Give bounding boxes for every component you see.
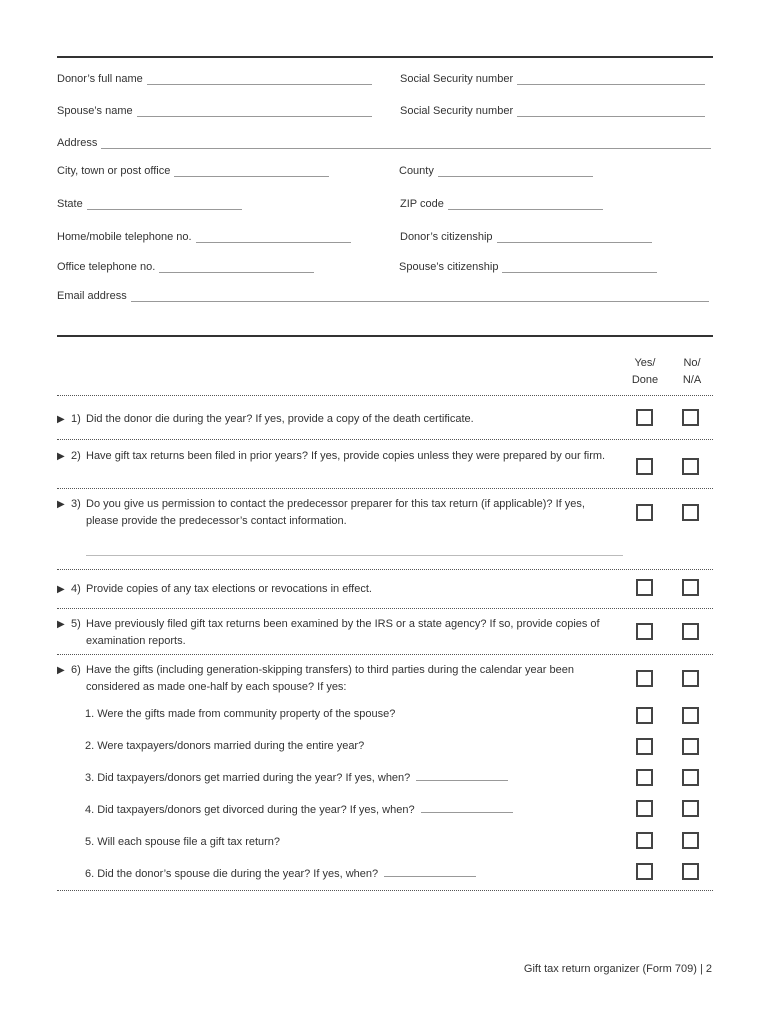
sub6-no-checkbox[interactable] [682, 863, 699, 880]
email-line[interactable] [131, 291, 709, 302]
dotted-divider [57, 608, 713, 609]
dotted-divider [57, 439, 713, 440]
sub5-yes-checkbox[interactable] [636, 832, 653, 849]
q5-yes-checkbox[interactable] [636, 623, 653, 640]
subquestion-5 [85, 834, 280, 851]
city-label: City, town or post office [57, 165, 171, 177]
q2-no-checkbox[interactable] [682, 458, 699, 475]
office-phone-field[interactable] [57, 261, 314, 273]
arrow-right-icon: ▶ [57, 451, 65, 462]
spouse-citizenship-field[interactable] [399, 261, 657, 273]
question-number: 2) [71, 450, 81, 462]
spouse-ssn-field[interactable] [400, 105, 705, 117]
question-text: Do you give us permission to contact the predecessor preparer for this tax return (if applicable)? If yes, please provide the predecessor’s contact information. [86, 498, 585, 527]
sub2-no-checkbox[interactable] [682, 738, 699, 755]
sub5-no-checkbox[interactable] [682, 832, 699, 849]
arrow-right-icon: ▶ [57, 414, 65, 425]
no-header-line2: N/A [682, 374, 702, 386]
donor-name-line[interactable] [147, 74, 372, 85]
question-text: Provide copies of any tax elections or revocations in effect. [86, 583, 372, 595]
question-number: 3) [71, 498, 81, 510]
home-phone-label: Home/mobile telephone no. [57, 231, 192, 243]
subquestion-text: 3. Did taxpayers/donors get married during the year? If yes, when? [85, 772, 411, 784]
arrow-right-icon: ▶ [57, 665, 65, 676]
subquestion-6 [85, 866, 476, 883]
q2-yes-checkbox[interactable] [636, 458, 653, 475]
dotted-divider [57, 654, 713, 655]
city-line[interactable] [174, 166, 329, 177]
predecessor-contact-input[interactable] [86, 555, 623, 556]
spouse-citizenship-line[interactable] [502, 262, 657, 273]
zip-field[interactable] [400, 198, 603, 210]
yes-header-line1: Yes/ [634, 357, 656, 369]
email-label: Email address [57, 290, 127, 302]
yes-header-line2: Done [631, 374, 659, 386]
divorced-date-input[interactable] [421, 802, 513, 813]
state-label: State [57, 198, 83, 210]
home-phone-field[interactable] [57, 231, 351, 243]
home-phone-line[interactable] [196, 232, 351, 243]
city-field[interactable] [57, 165, 329, 177]
question-text: Have gift tax returns been filed in prior years? If yes, provide copies unless they were prepared by our firm. [86, 450, 606, 462]
question-text: Did the donor die during the year? If yes, provide a copy of the death certificate. [86, 413, 474, 425]
subquestion-4 [85, 802, 513, 819]
zip-label: ZIP code [400, 198, 444, 210]
subquestion-text: 6. Did the donor’s spouse die during the year? If yes, when? [85, 868, 379, 880]
section-rule [57, 335, 713, 337]
subquestion-text: 2. Were taxpayers/donors married during the entire year? [85, 740, 365, 752]
yes-done-header [625, 355, 665, 389]
donor-ssn-label: Social Security number [400, 73, 514, 85]
spouse-ssn-line[interactable] [517, 106, 705, 117]
question-number: 4) [71, 583, 81, 595]
q1-yes-checkbox[interactable] [636, 409, 653, 426]
no-na-header [672, 355, 712, 389]
county-field[interactable] [399, 165, 593, 177]
donor-ssn-field[interactable] [400, 73, 705, 85]
question-number: 6) [71, 664, 81, 676]
subquestion-text: 5. Will each spouse file a gift tax return? [85, 836, 281, 848]
q4-no-checkbox[interactable] [682, 579, 699, 596]
dotted-divider [57, 890, 713, 891]
q4-yes-checkbox[interactable] [636, 579, 653, 596]
address-field[interactable] [57, 137, 711, 149]
county-label: County [399, 165, 434, 177]
q3-yes-checkbox[interactable] [636, 504, 653, 521]
sub3-yes-checkbox[interactable] [636, 769, 653, 786]
married-date-input[interactable] [416, 770, 508, 781]
question-number: 1) [71, 413, 81, 425]
question-number: 5) [71, 618, 81, 630]
subquestion-text: 1. Were the gifts made from community property of the spouse? [85, 708, 396, 720]
county-line[interactable] [438, 166, 593, 177]
sub3-no-checkbox[interactable] [682, 769, 699, 786]
page-footer: Gift tax return organizer (Form 709) | 2 [523, 963, 712, 975]
sub6-yes-checkbox[interactable] [636, 863, 653, 880]
q5-no-checkbox[interactable] [682, 623, 699, 640]
subquestion-3 [85, 770, 508, 787]
donor-citizenship-field[interactable] [400, 231, 652, 243]
state-line[interactable] [87, 199, 242, 210]
state-field[interactable] [57, 198, 242, 210]
q1-no-checkbox[interactable] [682, 409, 699, 426]
sub4-yes-checkbox[interactable] [636, 800, 653, 817]
subquestion-text: 4. Did taxpayers/donors get divorced during the year? If yes, when? [85, 804, 415, 816]
arrow-right-icon: ▶ [57, 584, 65, 595]
arrow-right-icon: ▶ [57, 619, 65, 630]
office-phone-line[interactable] [159, 262, 314, 273]
spouse-name-line[interactable] [137, 106, 372, 117]
sub1-yes-checkbox[interactable] [636, 707, 653, 724]
spouse-citizenship-label: Spouse’s citizenship [399, 261, 499, 273]
arrow-right-icon: ▶ [57, 499, 65, 510]
spouse-name-field[interactable] [57, 105, 372, 117]
address-label: Address [57, 137, 98, 149]
donor-ssn-line[interactable] [517, 74, 705, 85]
dotted-divider [57, 488, 713, 489]
donor-citizenship-line[interactable] [497, 232, 652, 243]
donor-name-field[interactable] [57, 73, 372, 85]
question-text: Have previously filed gift tax returns been examined by the IRS or a state agency? If so, provide copies of examination reports. [86, 618, 600, 647]
sub1-no-checkbox[interactable] [682, 707, 699, 724]
spouse-name-label: Spouse’s name [57, 105, 133, 117]
sub4-no-checkbox[interactable] [682, 800, 699, 817]
office-phone-label: Office telephone no. [57, 261, 156, 273]
zip-line[interactable] [448, 199, 603, 210]
spouse-ssn-label: Social Security number [400, 105, 514, 117]
dotted-divider [57, 395, 713, 396]
sub2-yes-checkbox[interactable] [636, 738, 653, 755]
q6-yes-checkbox[interactable] [636, 670, 653, 687]
email-field[interactable] [57, 290, 709, 302]
q6-no-checkbox[interactable] [682, 670, 699, 687]
top-rule [57, 56, 713, 58]
q3-no-checkbox[interactable] [682, 504, 699, 521]
donor-citizenship-label: Donor’s citizenship [400, 231, 493, 243]
dotted-divider [57, 569, 713, 570]
subquestion-1 [85, 706, 395, 723]
address-line[interactable] [101, 138, 711, 149]
spouse-death-date-input[interactable] [384, 866, 476, 877]
no-header-line1: No/ [683, 357, 701, 369]
donor-name-label: Donor’s full name [57, 73, 143, 85]
subquestion-2 [85, 738, 364, 755]
question-text: Have the gifts (including generation-skipping transfers) to third parties during the calendar year been considered as made one-half by each spouse? If yes: [86, 664, 574, 693]
